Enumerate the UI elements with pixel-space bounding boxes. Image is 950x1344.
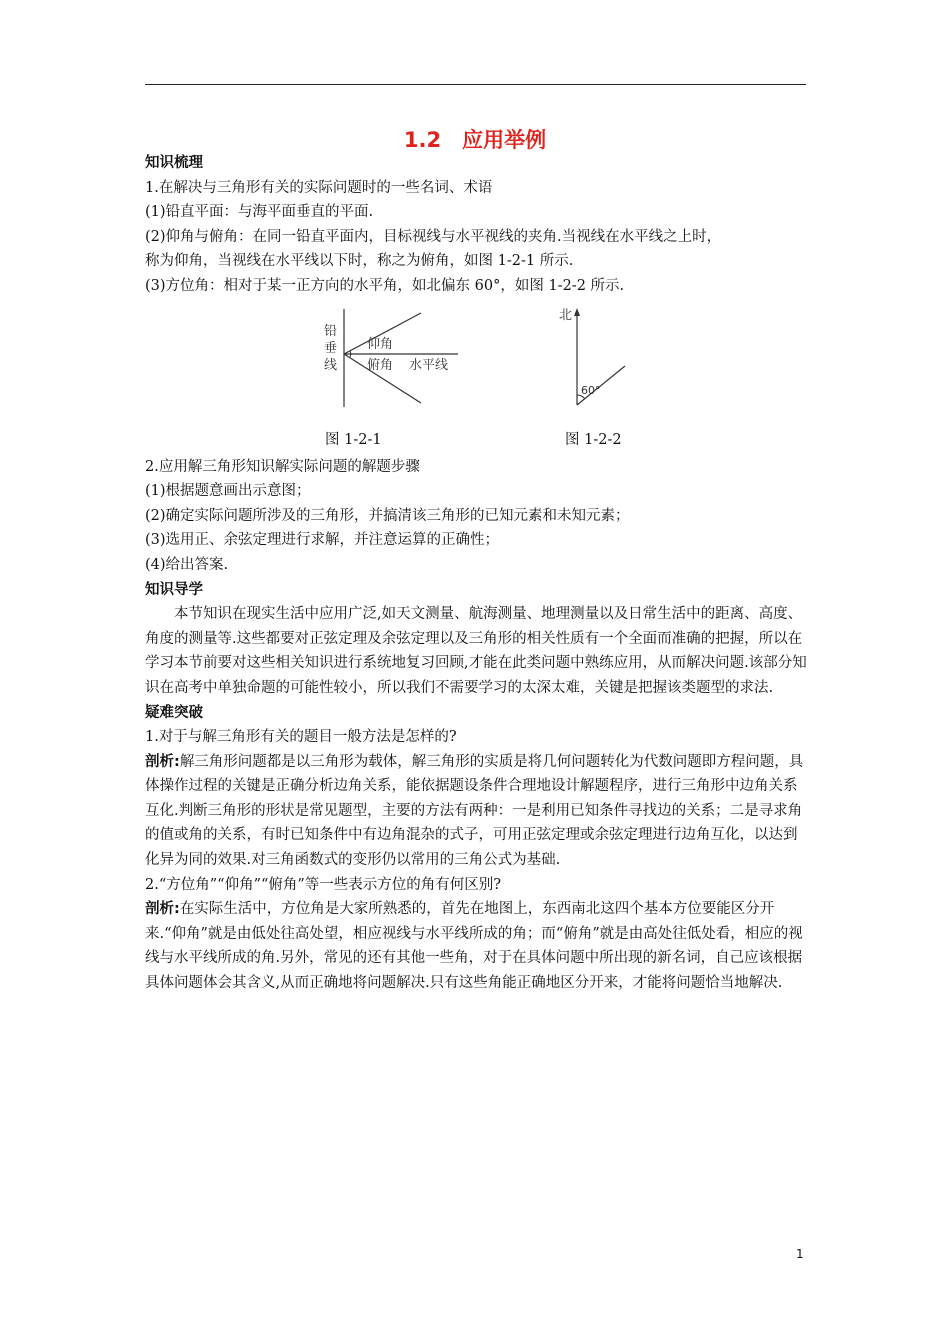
question-2: 2.“方位角”“仰角”“俯角”等一些表示方位的角有何区别? xyxy=(145,876,502,893)
body-line: (3)方位角：相对于某一正方向的水平角，如北偏东 60°，如图 1-2-2 所示. xyxy=(145,277,625,294)
fig1-vertical-char-3: 线 xyxy=(324,357,338,373)
fig1-vertical-char-1: 铅 xyxy=(324,323,338,339)
figure-caption: 图 1-2-1 xyxy=(325,431,382,448)
analysis-text: 在实际生活中，方位角是大家所熟悉的，首先在地图上，东西南北这四个基本方位要能区分开来.“仰角”就是由低处往高处望，相应视线与水平线所成的角；而“俯角”就是由高处往低处看，相应的视线与水平线所成的角.另外，常见的还有其他一些角，对于在具体问题中所出现的新名词，自己应该根据具体问题体会其含义,从而正确地将问题解决.只有这些角能正确地区分开来，才能将问题恰当地解决. xyxy=(145,901,803,992)
north-label: 北 xyxy=(559,307,573,323)
analysis-text: 解三角形问题都是以三角形为载体，解三角形的实质是将几何问题转化为代数问题即方程问题，具体操作过程的关键是正确分析边角关系，能依据题设条件合理地设计解题程序，进行三角形中边角关系互化.判断三角形的形状是常见题型，主要的方法有两种：一是利用已知条件寻找边的关系；二是寻求角的值或角的关系，有时已知条件中有边角混杂的式子，可用正弦定理或余弦定理进行边角互化，以达到化异为同的效果.对三角函数式的变形仍以常用的三角公式为基础. xyxy=(145,753,804,869)
figure-caption: 图 1-2-2 xyxy=(565,431,622,448)
figures-row xyxy=(145,305,810,455)
figure-elevation-depression xyxy=(313,305,463,419)
page-number: 1 xyxy=(796,1247,804,1261)
body-line: 1.在解决与三角形有关的实际问题时的一些名词、术语 xyxy=(145,179,493,196)
fig1-elevation-label: 仰角 xyxy=(367,336,394,352)
analysis-label: 剖析: xyxy=(145,901,180,918)
fig1-vertical-char-2: 垂 xyxy=(324,340,338,356)
question-1: 1.对于与解三角形有关的题目一般方法是怎样的? xyxy=(145,729,457,746)
elevation-diagram xyxy=(313,305,463,410)
section-heading-difficulties: 疑难突破 xyxy=(145,704,203,721)
analysis-1 xyxy=(145,750,810,873)
document-body xyxy=(145,151,810,996)
body-line: 称为仰角，当视线在水平线以下时，称之为俯角，如图 1-2-1 所示. xyxy=(145,253,574,270)
section-heading-knowledge: 知识梳理 xyxy=(145,155,203,171)
analysis-label: 剖析: xyxy=(145,753,180,770)
body-line: 2.应用解三角形知识解实际问题的解题步骤 xyxy=(145,458,420,475)
body-line: (1)铅直平面：与海平面垂直的平面. xyxy=(145,204,374,221)
header-rule xyxy=(145,84,806,85)
fig1-horizontal-label: 水平线 xyxy=(409,357,449,373)
guide-paragraph: 本节知识在现实生活中应用广泛,如天文测量、航海测量、地理测量以及日常生活中的距离、高度、角度的测量等.这些都要对正弦定理及余弦定理以及三角形的相关性质有一个全面而准确的把握，所以在学习本节前要对这些相关知识进行系统地复习回顾,才能在此类问题中熟练应用，从而解决问题.该部分知识在高考中单独命题的可能性较小，所以我们不需要学习的太深太难，关键是把握该类题型的求法. xyxy=(145,606,807,696)
fig1-depression-label: 俯角 xyxy=(367,357,394,373)
analysis-2 xyxy=(145,897,810,995)
body-line: (2)仰角与俯角：在同一铅直平面内，目标视线与水平视线的夹角.当视线在水平线之上时， xyxy=(145,228,722,245)
body-line: (3)选用正、余弦定理进行求解，并注意运算的正确性； xyxy=(145,532,500,549)
bearing-diagram xyxy=(557,305,637,410)
body-line: (1)根据题意画出示意图； xyxy=(145,483,311,500)
section-heading-guide: 知识导学 xyxy=(145,581,203,598)
body-line: (2)确定实际问题所涉及的三角形，并搞清该三角形的已知元素和未知元素； xyxy=(145,507,630,524)
body-line: (4)给出答案. xyxy=(145,556,229,573)
figure-bearing xyxy=(557,305,637,419)
angle-label: 60° xyxy=(581,383,601,397)
page-title: 1.2 应用举例 xyxy=(403,128,547,152)
